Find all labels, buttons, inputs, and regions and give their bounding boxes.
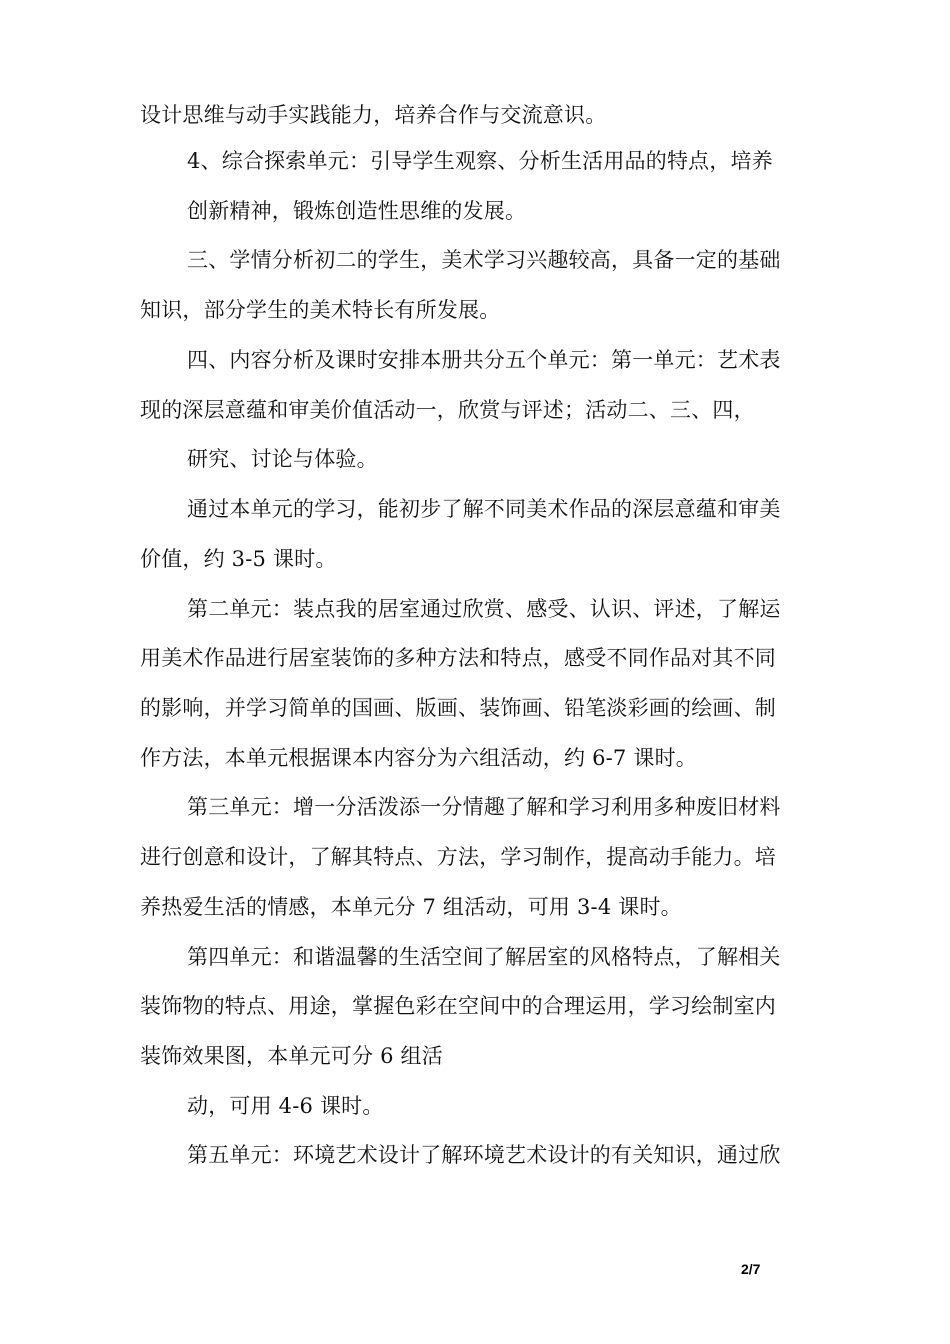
text-line: 第二单元：装点我的居室通过欣赏、感受、认识、评述，了解运: [187, 597, 781, 621]
text-line: 的影响，并学习简单的国画、版画、装饰画、铅笔淡彩画的绘画、制: [140, 696, 776, 720]
text-line: 第四单元：和谐温馨的生活空间了解居室的风格特点，了解相关: [187, 945, 781, 969]
text-line: 四、内容分析及课时安排本册共分五个单元：第一单元：艺术表: [187, 348, 781, 372]
text-line: 装饰物的特点、用途，掌握色彩在空间中的合理运用，学习绘制室内: [140, 994, 776, 1018]
text-line: 设计思维与动手实践能力，培养合作与交流意识。: [140, 103, 607, 127]
text-line: 研究、讨论与体验。: [187, 447, 378, 471]
text-line: 价值，约 3-5 课时。: [140, 547, 337, 571]
text-line: 动，可用 4-6 课时。: [187, 1094, 384, 1118]
text-line: 通过本单元的学习，能初步了解不同美术作品的深层意蕴和审美: [187, 497, 781, 521]
text-line: 现的深层意蕴和审美价值活动一，欣赏与评述；活动二、三、四，: [140, 398, 755, 422]
text-line: 进行创意和设计，了解其特点、方法，学习制作，提高动手能力。培: [140, 845, 776, 869]
text-line: 知识，部分学生的美术特长有所发展。: [140, 298, 501, 322]
text-line: 4、综合探索单元：引导学生观察、分析生活用品的特点，培养: [187, 149, 773, 173]
text-line: 创新精神，锻炼创造性思维的发展。: [187, 199, 527, 223]
text-line: 装饰效果图，本单元可分 6 组活: [140, 1044, 443, 1068]
text-line: 第三单元：增一分活泼添一分情趣了解和学习利用多种废旧材料: [187, 795, 781, 819]
text-line: 作方法，本单元根据课本内容分为六组活动，约 6-7 课时。: [140, 746, 697, 770]
text-line: 养热爱生活的情感，本单元分 7 组活动，可用 3-4 课时。: [140, 895, 682, 919]
text-line: 用美术作品进行居室装饰的多种方法和特点，感受不同作品对其不同: [140, 646, 776, 670]
text-line: 第五单元：环境艺术设计了解环境艺术设计的有关知识，通过欣: [187, 1143, 781, 1167]
text-line: 三、学情分析初二的学生，美术学习兴趣较高，具备一定的基础: [187, 248, 781, 272]
page-number: 2/7: [741, 1261, 761, 1277]
